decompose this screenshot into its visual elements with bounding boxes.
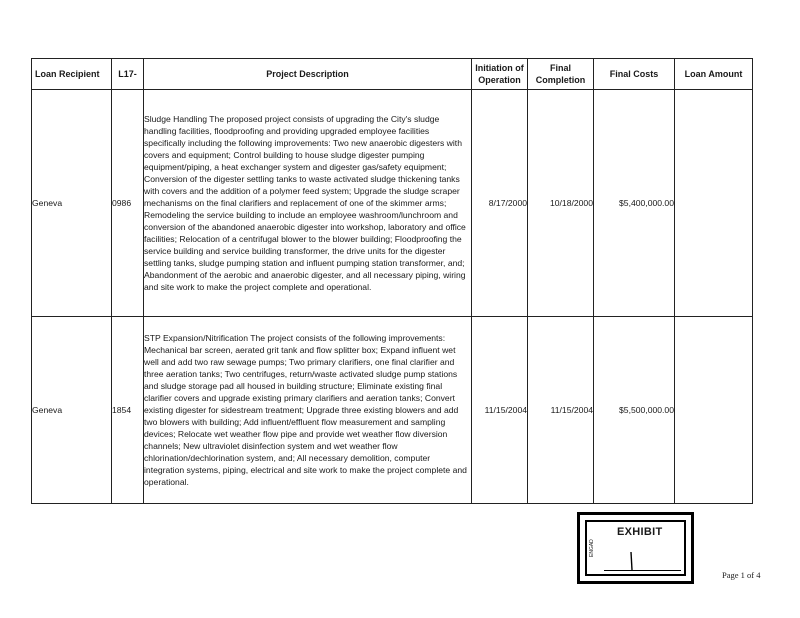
cell-loan-amount (675, 317, 753, 504)
header-row (32, 59, 753, 90)
table-row (32, 90, 753, 317)
header-final-completion (528, 59, 594, 90)
header-initiation (472, 59, 528, 90)
header-initiation-line1: Initiation of (475, 63, 524, 73)
cell-l17: 0986 (112, 90, 144, 317)
loan-table (31, 58, 753, 504)
page-number: Page 1 of 4 (722, 570, 761, 580)
cell-completion-date: 10/18/2000 (528, 90, 594, 317)
cell-project-description: STP Expansion/Nitrification The project consists of the following improvements: Mechanical bar screen, aerated grit tank and flow splitter box; Expand influent wet well and add two raw sewage pumps; Two primary clarifiers, one final clarifier and three aeration tanks; Two centrifuges, return/waste activated sludge pump stations and sludge storage pad all housed in building structure; Eliminate existing final clarifier covers and upgrade existing primary clarifiers and aeration tanks; Convert existing digester for sidestream treatment; Upgrade three existing blowers and add two blowers with building; Add influent/effluent flow measurement and sampling devices; Relocate wet weather flow pipe and provide wet weather flow diversion channels; New ultraviolet disinfection system and wet weather flow chlorination/dechlorination system, and; All necessary demolition, computer integration systems, piping, electrical and site work to make the project complete and operational. (144, 317, 472, 504)
header-l17: L17- (112, 59, 144, 90)
exhibit-number-mark (626, 550, 638, 572)
exhibit-signature-line (604, 570, 681, 571)
header-final-line1: Final (549, 63, 571, 73)
cell-loan-recipient: Geneva (32, 90, 112, 317)
cell-loan-amount (675, 90, 753, 317)
header-project-description: Project Description (144, 59, 472, 90)
cell-completion-date: 11/15/2004 (528, 317, 594, 504)
exhibit-sticker (577, 512, 694, 584)
cell-final-costs: $5,400,000.00 (594, 90, 675, 317)
table-row (32, 317, 753, 504)
header-initiation-line2: Operation (478, 75, 521, 85)
cell-initiation-date: 11/15/2004 (472, 317, 528, 504)
cell-final-costs: $5,500,000.00 (594, 317, 675, 504)
header-final-line2: Completion (535, 75, 586, 85)
cell-loan-recipient: Geneva (32, 317, 112, 504)
header-loan-recipient: Loan Recipient (32, 59, 112, 90)
header-final-costs: Final Costs (594, 59, 675, 90)
exhibit-side-text: ENGAD (589, 539, 595, 557)
cell-project-description: Sludge Handling The proposed project consists of upgrading the City's sludge handling facilities, floodproofing and providing upgraded employee facilities specifically including the following improvements: Two new anaerobic digesters with covers and equipment; Control building to house sludge digester pumping equipment/piping, a heat exchanger system and digester gas/safety equipment; Conversion of the digester settling tanks to waste activated sludge thickening tanks with covers and the addition of a polymer feed system; Upgrade the sludge scraper mechanisms on the final clarifiers and replacement of one of the skimmer arms; Remodeling the service building to include an employee washroom/lunchroom and conversion of the abandoned anaerobic digester into workshop, laboratory and office facilities; Relocation of a centrifugal blower to the blower building; Floodproofing the service building and service building transformer, the drive units for the digester settling tanks, sludge pumping station and influent pumping station transformer, and; Abandonment of the aerobic and anaerobic digester, and all necessary piping, wiring and site work to make the project complete and operational. (144, 90, 472, 317)
cell-initiation-date: 8/17/2000 (472, 90, 528, 317)
header-loan-amount: Loan Amount (675, 59, 753, 90)
exhibit-title: EXHIBIT (617, 526, 663, 538)
cell-l17: 1854 (112, 317, 144, 504)
